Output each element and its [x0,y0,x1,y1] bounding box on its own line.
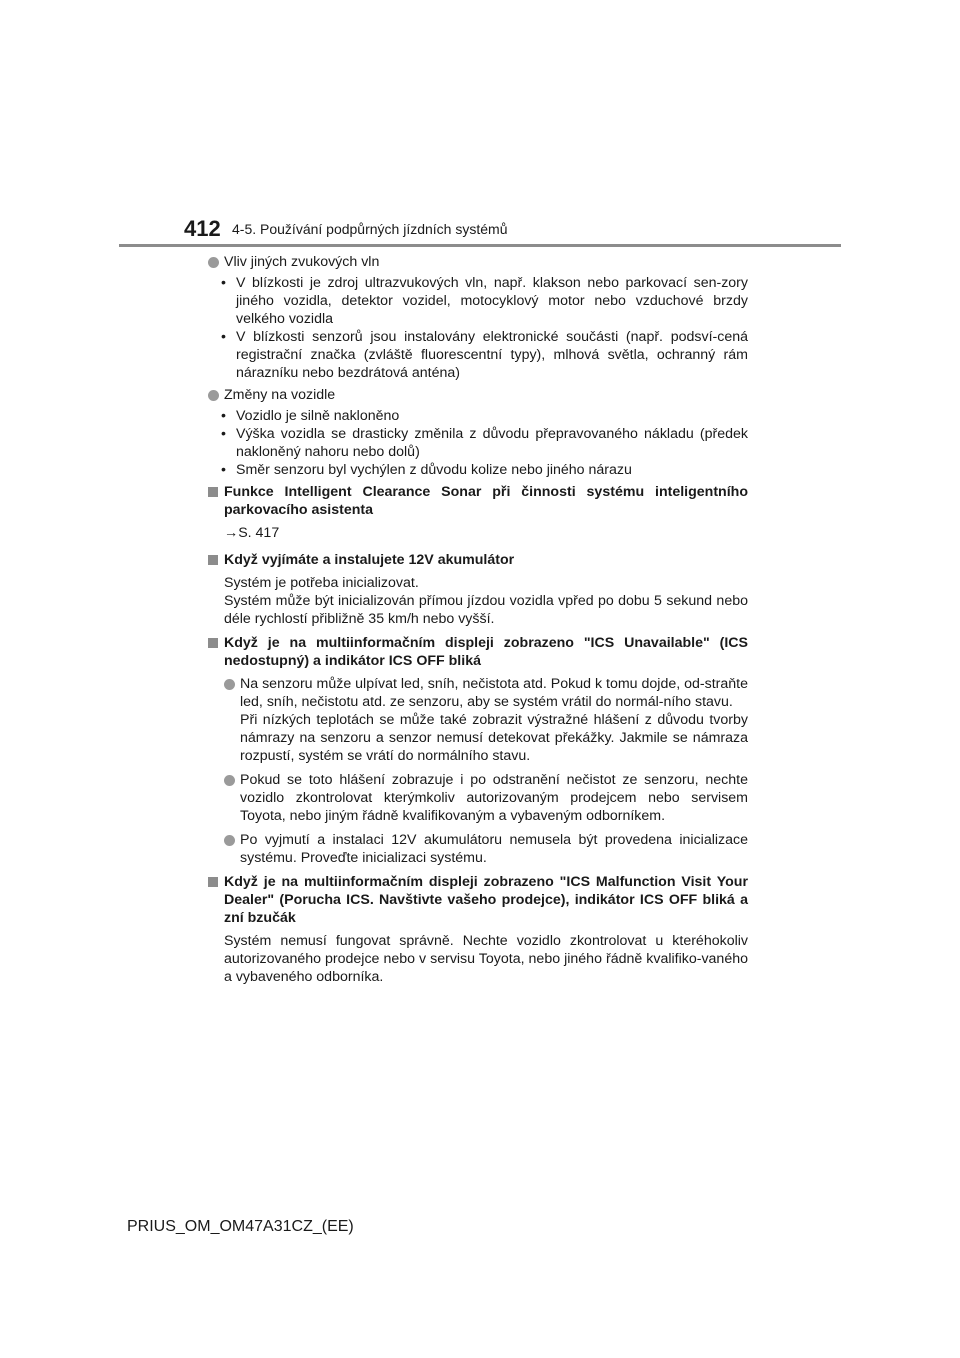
bullet-dot-icon [224,679,235,690]
body-text: Systém nemusí fungovat správně. Nechte vozidlo zkontrolovat u kteréhokoliv autorizovaného prodejce nebo v servisu Toyota, nebo jiného řádně kvalifiko-vaného a vybaveného odborníka. [224,933,748,985]
page-content [208,253,748,992]
document-code: PRIUS_OM_OM47A31CZ_(EE) [127,1218,354,1235]
bullet-item: Pokud se toto hlášení zobrazuje i po odstranění nečistot ze senzoru, nechte vozidlo zkontrolovat kterýmkoliv autorizovaným prodejcem nebo servisem Toyota, nebo jiným řádně kvalifikovaným a vybaveným odborníkem. [224,771,748,825]
square-bullet-icon [208,638,218,648]
bullet-item [208,253,748,271]
bullet-dot-icon [224,775,235,786]
section-heading: Když vyjímáte a instalujete 12V akumulátor [208,551,748,569]
sub-item: • V blízkosti senzorů jsou instalovány elektronické součásti (např. podsví-cená registrační značka (zvláště fluorescentní typy), mlhová světla, ochranný rám nárazníku nebo bezdrátová anténa) [221,329,748,381]
bullet-dot-icon [224,835,235,846]
square-bullet-icon [208,487,218,497]
bullet-title: Vliv jiných zvukových vln [224,254,380,270]
section-heading: Funkce Intelligent Clearance Sonar při činnosti systému inteligentního parkovacího asistenta [208,483,748,519]
section-title: 4-5. Používání podpůrných jízdních systémů [232,221,508,237]
sub-bullet-icon: • [221,329,226,345]
page-number: 412 [184,216,221,241]
sub-item: • Směr senzoru byl vychýlen z důvodu kolize nebo jiného nárazu [221,462,632,478]
bullet-item: Po vyjmutí a instalaci 12V akumulátoru nemusela být provedena inicializace systému. Proveďte inicializaci systému. [224,831,748,867]
sub-item: • Vozidlo je silně nakloněno [221,408,400,424]
body-text: Systém je potřeba inicializovat. Systém může být inicializován přímou jízdou vozidla vpřed po dobu 5 sekund nebo déle rychlostí přibližně 35 km/h nebo vyšší. [224,575,748,627]
section-heading: Když je na multiinformačním displeji zobrazeno "ICS Malfunction Visit Your Dealer" (Porucha ICS. Navštivte vašeho prodejce), indikátor ICS OFF bliká a zní bzučák [208,873,748,927]
section-heading: Když je na multiinformačním displeji zobrazeno "ICS Unavailable" (ICS nedostupný) a indikátor ICS OFF bliká [208,634,748,670]
sub-bullet-icon: • [221,426,226,442]
sub-bullet-icon: • [221,462,226,478]
square-bullet-icon [208,555,218,565]
sub-bullet-icon: • [221,408,226,424]
bullet-title: Změny na vozidle [224,387,336,403]
sub-bullet-icon: • [221,275,226,291]
sub-list [208,274,748,382]
bullet-list [208,675,748,867]
bullet-dot-icon [208,390,219,401]
page-reference: →S. 417 [224,525,280,541]
sub-item: • V blízkosti je zdroj ultrazvukových vln, např. klakson nebo parkovací sen-zory jiného vozidla, detektor vozidel, motocyklový motor nebo vzduchové brzdy velkého vozidla [221,275,748,327]
bullet-item [208,386,748,404]
sub-item: • Výška vozidla se drasticky změnila z důvodu přepravovaného nákladu (předek nakloněný nahoru nebo dolů) [221,426,748,460]
bullet-dot-icon [208,257,219,268]
header-rule [119,244,841,247]
bullet-item: Na senzoru může ulpívat led, sníh, nečistota atd. Pokud k tomu dojde, od-straňte led, sníh, nečistotu atd. ze senzoru, aby se systém vrátil do normál-ního stavu. Při nízkých teplotách se může také zobrazit výstražné hlášení z důvodu tvorby námrazy na senzoru a senzor nemusí detekovat překážky. Jakmile se námraza rozpustí, systém se vrátí do normálního stavu. [224,675,748,765]
sub-list [208,407,748,479]
square-bullet-icon [208,877,218,887]
